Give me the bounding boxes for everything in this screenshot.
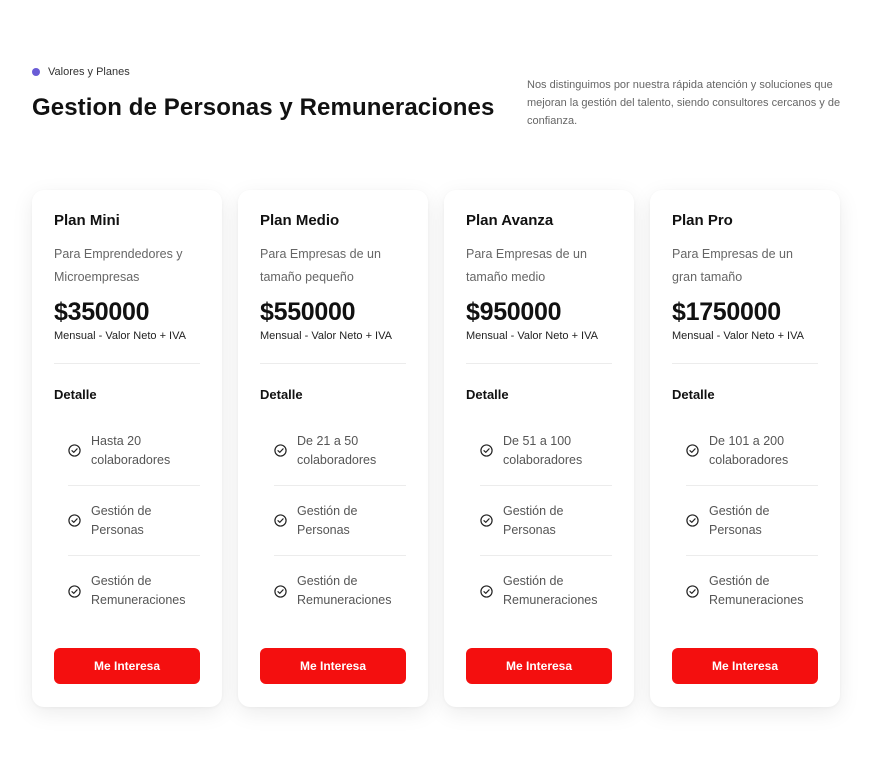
feature-label: Gestión de Remuneraciones — [91, 574, 186, 607]
intro-description: Nos distinguimos por nuestra rápida atención y soluciones que mejoran la gestión del talento, siendo consultores cercanos y de confianza. — [527, 79, 841, 127]
me-interesa-button[interactable]: Me Interesa — [260, 648, 406, 684]
plan-price: $1750000 — [672, 298, 781, 326]
feature-item — [686, 556, 818, 626]
feature-list — [54, 416, 200, 626]
feature-label: De 51 a 100 colaboradores — [503, 433, 583, 467]
check-circle-icon — [480, 444, 493, 457]
feature-list — [260, 416, 406, 626]
pricing-card-mini — [32, 190, 222, 707]
feature-item — [274, 486, 406, 556]
detail-heading: Detalle — [260, 387, 303, 402]
plan-name: Plan Mini — [54, 212, 120, 229]
me-interesa-button[interactable]: Me Interesa — [466, 648, 612, 684]
feature-list — [672, 416, 818, 626]
feature-label: Hasta 20 colaboradores — [91, 433, 171, 467]
check-circle-icon — [274, 444, 287, 457]
price-note: Mensual - Valor Neto + IVA — [466, 330, 598, 342]
feature-item — [686, 416, 818, 486]
check-circle-icon — [68, 585, 81, 598]
plan-description: Para Empresas de un tamaño medio — [466, 247, 587, 284]
pricing-card-medio — [238, 190, 428, 707]
feature-item — [68, 486, 200, 556]
price-note: Mensual - Valor Neto + IVA — [54, 330, 186, 342]
check-circle-icon — [480, 585, 493, 598]
check-circle-icon — [686, 585, 699, 598]
check-circle-icon — [686, 514, 699, 527]
pricing-card-avanza — [444, 190, 634, 707]
feature-label: Gestión de Personas — [503, 503, 564, 537]
price-note: Mensual - Valor Neto + IVA — [672, 330, 804, 342]
plan-description: Para Emprendedores y Microempresas — [54, 247, 183, 284]
feature-label: De 21 a 50 colaboradores — [297, 433, 377, 467]
feature-item — [274, 556, 406, 626]
pricing-cards — [32, 190, 840, 707]
feature-item — [686, 486, 818, 556]
feature-label: Gestión de Remuneraciones — [503, 574, 598, 607]
feature-label: Gestión de Personas — [297, 503, 358, 537]
feature-label: Gestión de Personas — [709, 503, 770, 537]
feature-item — [274, 416, 406, 486]
feature-item — [480, 556, 612, 626]
pricing-card-pro — [650, 190, 840, 707]
divider — [54, 363, 200, 364]
check-circle-icon — [274, 514, 287, 527]
detail-heading: Detalle — [672, 387, 715, 402]
plan-description: Para Empresas de un tamaño pequeño — [260, 247, 381, 284]
plan-price: $950000 — [466, 298, 562, 326]
page-title: Gestion de Personas y Remuneraciones — [32, 94, 495, 121]
feature-item — [68, 556, 200, 626]
feature-list — [466, 416, 612, 626]
check-circle-icon — [68, 444, 81, 457]
price-note: Mensual - Valor Neto + IVA — [260, 330, 392, 342]
feature-label: Gestión de Remuneraciones — [297, 574, 392, 607]
divider — [466, 363, 612, 364]
feature-label: Gestión de Remuneraciones — [709, 574, 804, 607]
eyebrow-dot-icon — [32, 68, 40, 76]
plan-name: Plan Avanza — [466, 212, 554, 229]
check-circle-icon — [68, 514, 81, 527]
divider — [672, 363, 818, 364]
feature-label: Gestión de Personas — [91, 503, 152, 537]
divider — [260, 363, 406, 364]
check-circle-icon — [480, 514, 493, 527]
plan-price: $550000 — [260, 298, 356, 326]
plan-description: Para Empresas de un gran tamaño — [672, 247, 793, 284]
check-circle-icon — [686, 444, 699, 457]
eyebrow-label: Valores y Planes — [48, 66, 130, 78]
feature-item — [480, 486, 612, 556]
plan-name: Plan Medio — [260, 212, 340, 229]
plan-price: $350000 — [54, 298, 150, 326]
plan-name: Plan Pro — [672, 212, 733, 229]
eyebrow — [32, 66, 130, 78]
feature-item — [68, 416, 200, 486]
detail-heading: Detalle — [466, 387, 509, 402]
me-interesa-button[interactable]: Me Interesa — [672, 648, 818, 684]
check-circle-icon — [274, 585, 287, 598]
feature-label: De 101 a 200 colaboradores — [709, 433, 789, 467]
detail-heading: Detalle — [54, 387, 97, 402]
feature-item — [480, 416, 612, 486]
me-interesa-button[interactable]: Me Interesa — [54, 648, 200, 684]
